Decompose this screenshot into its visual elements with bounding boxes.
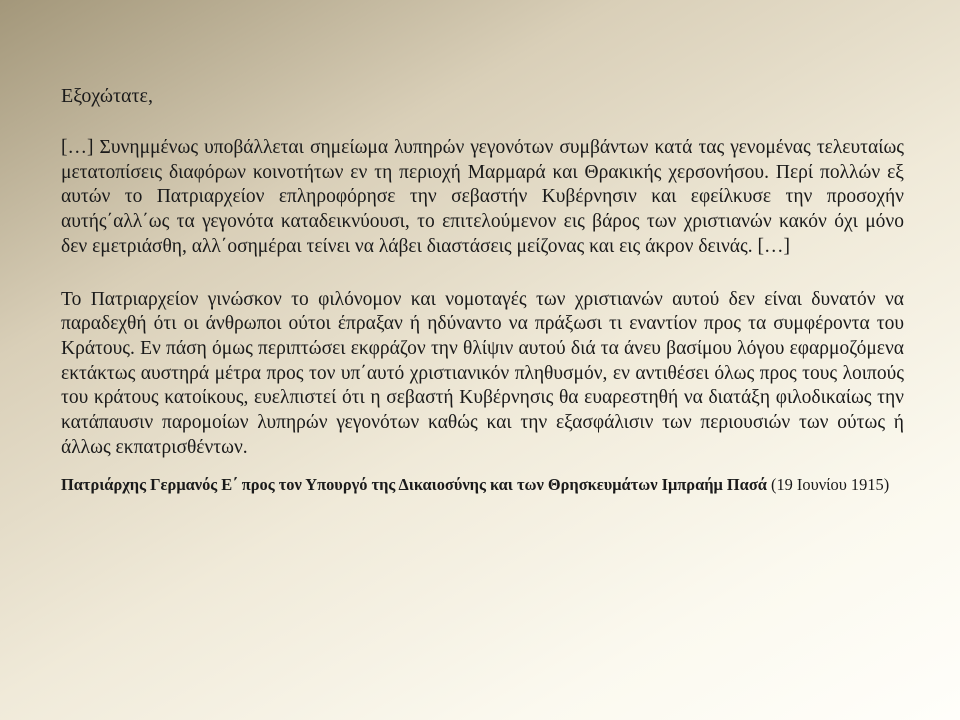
paragraph-1: […] Συνημμένως υποβάλλεται σημείωμα λυπηρών γεγονότων συμβάντων κατά τας γενομένας τελευταίως μετατοπίσεις διαφόρων κοινοτήτων εν τη περιοχή Μαρμαρά και Θρακικής χερσονήσου. Περί πολλών εξ αυτών το Πατριαρχείον επληροφόρησε την σεβαστήν Κυβέρνησιν και εφείλκυσε την προσοχήν αυτής΄αλλ΄ως τα γεγονότα καταδεικνύουσι, το επιτελούμενον εις βάρος των χριστιανών κακόν όχι μόνο δεν εμετριάσθη, αλλ΄οσημέραι τείνει να λάβει διαστάσεις μείζονας και εις άκρον δεινάς. […]: [61, 137, 904, 257]
attribution: [61, 476, 904, 494]
attribution-author: Πατριάρχης Γερμανός Ε΄ προς τον Υπουργό της Δικαιοσύνης και των Θρησκευμάτων Ιμπραήμ Πασά: [61, 475, 767, 495]
paragraph-2: Το Πατριαρχείον γινώσκον το φιλόνομον και νομοταγές των χριστιανών αυτού δεν είναι δυνατόν να παραδεχθή ότι οι άνθρωποι ούτοι έπραξαν ή ηδύναντο να πράξωσι τι εναντίον προς τα συμφέροντα του Κράτους. Εν πάση όμως περιπτώσει εκφράζον την θλίψιν αυτού διά τα άνευ βασίμου λόγου εφαρμοζόμενα εκτάκτως αυστηρά μέτρα προς τον υπ΄αυτό χριστιανικόν πληθυσμόν, εν αντιθέσει όλως προς τους λοιπούς του κράτους κατοίκους, ευελπιστεί ότι η σεβαστή Κυβέρνησις θα ευαρεστηθή να διατάξη φιλοδικαίως την κατάπαυσιν παρομοίων λυπηρών γεγονότων καθώς και την εξασφάλισιν των περιουσιών των ούτως ή άλλως εκπατρισθέντων.: [61, 288, 904, 458]
letter-excerpt: [61, 84, 904, 494]
attribution-date: (19 Ιουνίου 1915): [766, 475, 890, 495]
salutation: Εξοχώτατε,: [61, 85, 153, 107]
